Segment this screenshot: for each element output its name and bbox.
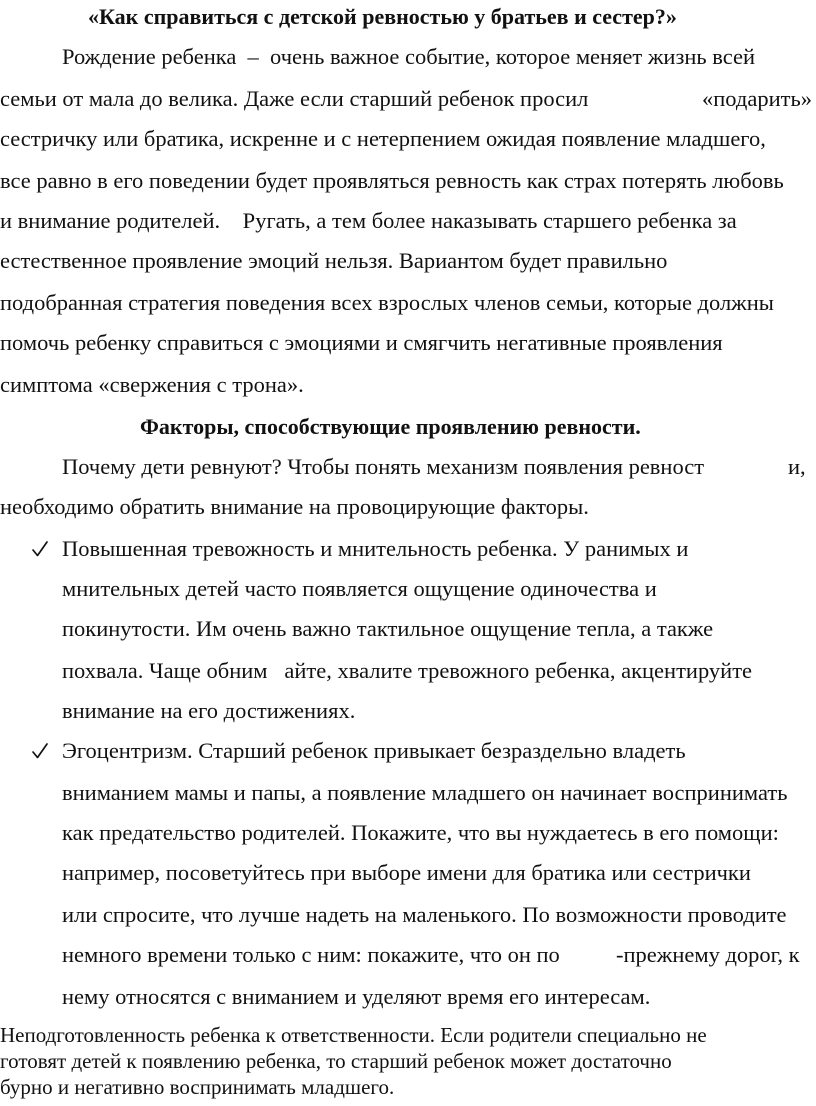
bullet-line: внимание на его достижениях. [62,698,356,723]
check-icon [31,740,49,762]
paragraph-line: готовят детей к появлению ребенка, то старший ребенок может достаточно [0,1049,672,1073]
page-title: «Как справиться с детской ревностью у братьев и сестер?» [88,4,677,29]
bullet-line: немного времени только с ним: покажите, что он по [62,942,560,967]
bullet-line: или спросите, что лучше надеть на маленького. По возможности проводите [62,902,787,927]
paragraph-line: помочь ребенку справиться с эмоциями и смягчить негативные проявления [0,330,723,355]
paragraph-line: «подарить» [702,86,812,111]
paragraph-line: необходимо обратить внимание на провоцирующие факторы. [0,494,589,519]
bullet-line: вниманием мамы и папы, а появление младшего он начинает воспринимать [62,780,788,805]
paragraph-line: Почему дети ревнуют? Чтобы понять механизм появления ревност [62,454,705,479]
paragraph-line: семьи от мала до велика. Даже если старший ребенок просил [0,86,589,111]
paragraph-line: все равно в его поведении будет проявляться ревность как страх потерять любовь [0,168,784,193]
paragraph-line: Рождение ребенка – очень важное событие, которое меняет жизнь всей [62,44,756,69]
paragraph-line: сестричку или братика, искренне и с нетерпением ожидая появление младшего, [0,126,766,151]
paragraph-line: подобранная стратегия поведения всех взрослых членов семьи, которые должны [0,290,774,315]
bullet-line: Повышенная тревожность и мнительность ребенка. У ранимых и [62,536,689,561]
bullet-line: похвала. Чаще обним айте, хвалите тревожного ребенка, акцентируйте [62,658,753,683]
bullet-line: -прежнему дорог, к [616,942,800,967]
bullet-line: нему относятся с вниманием и уделяют время его интересам. [62,984,651,1009]
bullet-line: мнительных детей часто появляется ощущение одиночества и [62,576,657,601]
paragraph-line: естественное проявление эмоций нельзя. Вариантом будет правильно [0,248,668,273]
bullet-line: покинутости. Им очень важно тактильное ощущение тепла, а также [62,616,714,641]
bullet-line: Эгоцентризм. Старший ребенок привыкает безраздельно владеть [62,738,686,763]
paragraph-line: и, [788,454,806,479]
check-icon [31,538,49,560]
bullet-line: как предательство родителей. Покажите, что вы нуждаетесь в его помощи: [62,820,779,845]
paragraph-line: Неподготовленность ребенка к ответственности. Если родители специально не [0,1023,707,1047]
paragraph-line: симптома «свержения с трона». [0,372,304,397]
bullet-line: например, посоветуйтесь при выборе имени для братика или сестрички [62,860,751,885]
section-title: Факторы, способствующие проявлению ревности. [140,414,641,439]
paragraph-line: бурно и негативно воспринимать младшего. [0,1075,395,1099]
paragraph-line: и внимание родителей. Ругать, а тем более наказывать старшего ребенка за [0,208,737,233]
